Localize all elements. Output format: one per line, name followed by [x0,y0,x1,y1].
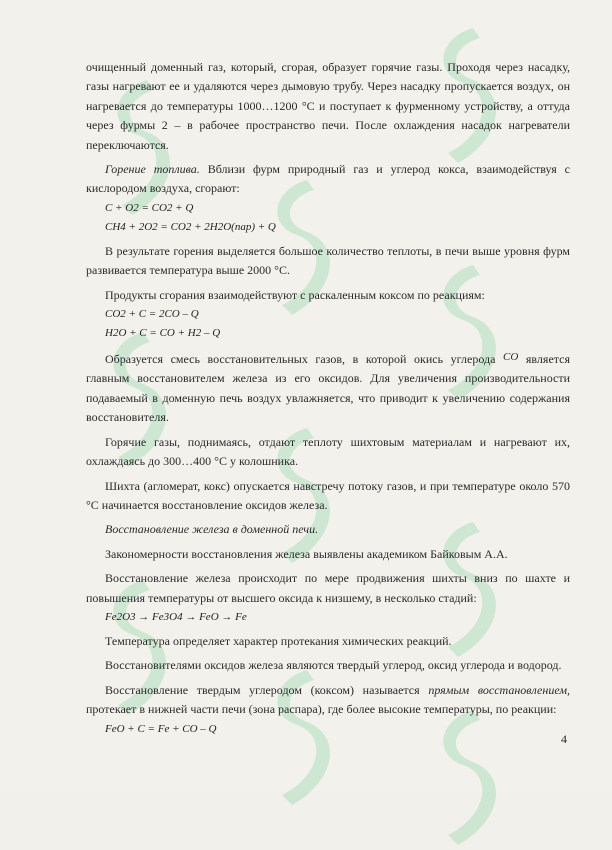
formula: CH4 + 2O2 = CO2 + 2H2O(пар) + Q [105,220,276,233]
paragraph: Шихта (агломерат, кокс) опускается навстречу потоку газов, и при температуре около 570 °С начинается восстановление оксидов железа. [86,478,570,512]
paragraph: Горение топлива. Вблизи фурм природный газ и углерод кокса, взаимодействуя с кислородом воздуха, сгорают: [86,162,571,196]
paragraph: Восстановление твердым углеродом (коксом) называется прямым восстановлением, протекает в нижней части печи (зона распара), где более высокие температуры, по реакции: [86,682,571,717]
formula: Fe2O3 → Fe3O4 → FeO → Fe [105,610,247,623]
section-heading: Горение топлива. [105,162,200,177]
paragraph: очищенный доменный газ, который, сгорая, образует горячие газы. Проходя через насадку, газы нагревают ее и удаляются через дымовую трубу. Через насадку пропускается воздух, он нагревается до температуры 1000…1200 °С и поступает к фурменному устройству, а оттуда через фурмы 2 – в рабочее пространство печи. После охлаждения насадок нагреватели переключаются. [86,60,570,152]
term-emphasis: прямым восстановлением, [428,682,571,697]
paragraph: Восстановителями оксидов железа являются твердый углерод, оксид углерода и водород. [105,658,562,673]
formula: H2O + C = CO + H2 – Q [105,327,221,340]
paragraph: Продукты сгорания взаимодействуют с раскаленным коксом по реакциям: [105,287,485,302]
document-body [86,58,570,739]
paragraph: Горячие газы, поднимаясь, отдают теплоту шихтовым материалам и нагревают их, охлаждаясь до 300…400 °С у колошника. [86,434,570,469]
formula: FeO + C = Fe + CO – Q [105,722,217,735]
paragraph: Образуется смесь восстановительных газов, в которой окись углерода CO является главным восстановителем железа из его оксидов. Для увеличения производительности подаваемый в доменную печь воздух увлажняется, что приводит к увеличению содержания восстановителя. [86,351,571,425]
paragraph: Температура определяет характер протекания химических реакций. [105,633,452,648]
formula: CO2 + C = 2CO – Q [105,308,199,321]
formula-inline: CO [503,351,519,364]
paragraph: В результате горения выделяется большое количество теплоты, в печи выше уровня фурм развивается температура выше 2000 °С. [86,243,570,278]
formula: C + O2 = CO2 + Q [105,201,194,214]
paragraph: Восстановление железа происходит по мере продвижения шихты вниз по шахте и повышения температуры от высшего оксида к низшему, в несколько стадий: [86,571,570,605]
paragraph: Закономерности восстановления железа выявлены академиком Байковым А.А. [105,546,508,561]
page-number: 4 [561,732,567,746]
section-heading: Восстановление железа в доменной печи. [105,522,319,537]
